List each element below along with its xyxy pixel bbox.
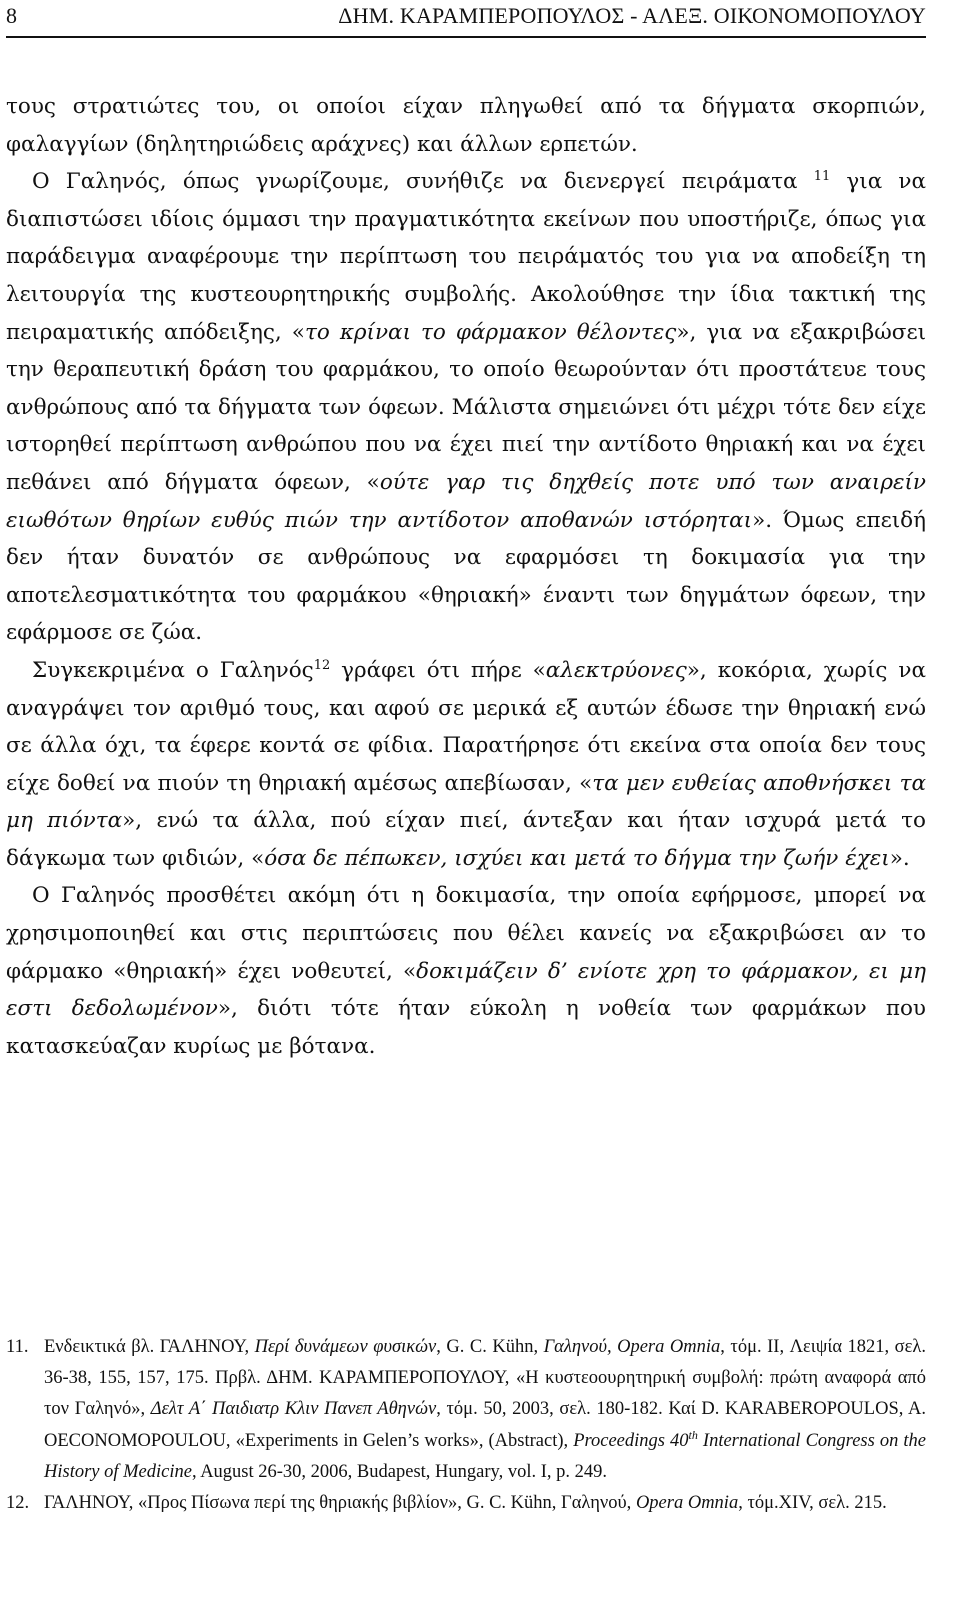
text-run: Ο Γαληνός προσθέτει ακόμη ότι η δοκιμασία, την οποία εφήρμοσε, μπορεί να χρησιμοποιηθεί και στις περιπτώσεις που θέλει κανείς να εξακριβώσει αν το φάρμακο «θηριακή» έχει νοθευτεί, « <box>6 883 926 984</box>
quote-italic: δοκιμάζειν δ’ ενίοτε χρη το φάρμακον, ει μη εστι δεδολωμένον <box>6 958 926 1022</box>
citation-title: Δελτ Α΄ Παιδιατρ Κλιν Πανεπ Αθηνών <box>150 1399 437 1420</box>
paragraph-4 <box>6 877 926 1065</box>
text-run: για να διαπιστώσει ιδίοις όμμασι την πραγματικότητα εκείνων που υποστήριζε, όπως για παράδειγμα αναφέρουμε την περίπτωση του πειράματός του για να αποδείξη τη λειτουργία της κυστεουρητηρικής συμβολής. Ακολούθησε την ίδια τακτική της πειραματικής απόδειξης, « <box>6 169 926 345</box>
quote-italic: ούτε γαρ τις δηχθείς ποτε υπό των αναιρείν ειωθότων θηρίων ευθύς πιών την αντίδοτον αποθανών ιστόρηται <box>6 469 926 533</box>
quote-italic: τα μεν ευθείας αποθνήσκει τα μη πιόντα <box>6 770 926 834</box>
citation-title: Περί δυνάμεων φυσικών <box>254 1337 437 1357</box>
ordinal-suffix: th <box>688 1427 698 1442</box>
text-run: Συγκεκριμένα ο Γαληνός <box>32 657 314 683</box>
footnote-11 <box>6 1332 926 1488</box>
footnote-text: , τόμ.XIV, σελ. 215. <box>738 1493 887 1514</box>
footnote-12 <box>6 1488 926 1519</box>
citation-title: Opera Omnia <box>635 1493 739 1514</box>
quote-italic: αλεκτρύονες <box>545 657 687 683</box>
footnote-ref-11[interactable]: 11 <box>813 169 831 185</box>
footnote-text: Ενδεικτικά βλ. ΓΑΛΗΝΟΥ, <box>44 1337 255 1357</box>
footnote-text: , τόμ. 50, 2003, σελ. 180-182. Καί D. KARABEROPOULOS, A. OECONOMOPOULOU, «Experiments in Gelen’s works», (Abstract), <box>44 1399 926 1451</box>
paragraph-2 <box>6 163 926 652</box>
text-run: », ενώ τα άλλα, πού είχαν πιεί, άντεξαν και ήταν ισχυρά μετά το δάγκωμα των φιδιών, « <box>6 808 926 871</box>
text-run: », διότι τότε ήταν εύκολη η νοθεία των φαρμάκων που κατασκεύαζαν κυρίως με βότανα. <box>6 996 926 1059</box>
text-run: ». Όμως επειδή δεν ήταν δυνατόν σε ανθρώπους να εφαρμόσει τη δοκιμασία για την αποτελεσματικότητα του φαρμάκου «θηριακή» έναντι των δηγμάτων όφεων, την εφάρμοσε σε ζώα. <box>6 507 927 646</box>
footnotes <box>6 1332 926 1519</box>
text-run: Ο Γαληνός, όπως γνωρίζουμε, συνήθιζε να διενεργεί πειράματα <box>32 169 814 195</box>
paragraph-1: τους στρατιώτες του, οι οποίοι είχαν πληγωθεί από τα δήγματα σκορπιών, φαλαγγίων (δηλητηριώδεις αράχνες) και άλλων ερπετών. <box>6 94 926 157</box>
text-run: γράφει ότι πήρε « <box>330 657 546 683</box>
footnote-text: , August 26-30, 2006, Budapest, Hungary, vol. I, p. 249. <box>191 1461 607 1482</box>
running-head <box>6 0 926 38</box>
footnote-text: , G. C. Kühn, <box>436 1337 544 1357</box>
paragraph-3 <box>6 652 926 878</box>
running-head-title: ΔΗΜ. ΚΑΡΑΜΠΕΡΟΠΟΥΛΟΣ - ΑΛΕΞ. ΟΙΚΟΝΟΜΟΠΟΥΛΟΥ <box>338 3 926 28</box>
citation-title: Proceedings 40 <box>573 1430 689 1451</box>
citation-title: International Congress on the History of Medicine <box>44 1430 926 1482</box>
citation-title: Γαληνού, Opera Omnia <box>543 1337 721 1357</box>
quote-italic: το κρίναι το φάρμακον θέλοντες <box>304 319 677 345</box>
page-number: 8 <box>6 3 17 28</box>
text-run: », για να εξακριβώσει την θεραπευτική δράση του φαρμάκου, το οποίο θεωρούνταν ότι προστάτευε τους ανθρώπους από τα δήγματα των όφεων. Μάλιστα σημειώνει ότι μέχρι τότε δεν είχε ιστορηθεί περίπτωση ανθρώπου που να έχει πιεί την αντίδοτο θηριακή και να έχει πεθάνει από δήγματα όφεων, « <box>6 319 927 495</box>
text-run: », κοκόρια, χωρίς να αναγράψει τον αριθμό τους, και αφού σε μερικά εξ αυτών έδωσε την θηριακή ενώ σε άλλα όχι, τα έφερε κοντά σε φίδια. Παρατήρησε ότι εκείνα στα οποία δεν τους είχε δοθεί να πιούν τη θηριακή αμέσως απεβίωσαν, « <box>6 657 926 796</box>
footnote-text: , τόμ. II, Λειψία 1821, σελ. 36-38, 155, 157, 175. Πρβλ. ΔΗΜ. ΚΑΡΑΜΠΕΡΟΠΟΥΛΟΥ, «Η κυστεοουρητηρική συμβολή: πρώτη αναφορά από τον Γαληνό», <box>44 1337 927 1420</box>
text-run: ». <box>889 845 910 871</box>
footnote-number: 11. <box>6 1337 29 1357</box>
footnote-text: ΓΑΛΗΝΟΥ, «Προς Πίσωνα περί της θηριακής βιβλίον», G. C. Kühn, Γαληνού, <box>44 1493 636 1514</box>
footnote-ref-12[interactable]: 12 <box>313 657 331 673</box>
body-text <box>6 88 926 1065</box>
quote-italic: όσα δε πέπωκεν, ισχύει και μετά το δήγμα την ζωήν έχει <box>264 845 890 871</box>
footnote-number: 12. <box>6 1493 30 1514</box>
